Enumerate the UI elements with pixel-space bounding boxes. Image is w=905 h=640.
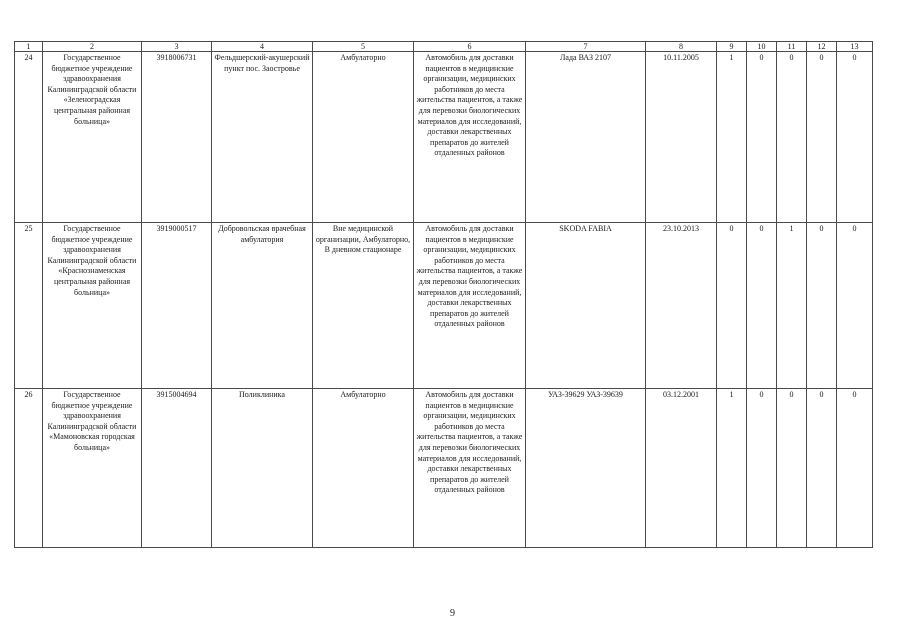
purpose-cell: Автомобиль для доставки пациентов в медицинские организации, медицинских работников до места жительства пациентов, а также для перевозки биологических материалов для исследований, доставки лекарственных препаратов до жителей отдаленных районов: [414, 52, 526, 223]
count-cell: 0: [717, 223, 747, 389]
unit-cell: Поликлиника: [212, 389, 313, 548]
table-row: [15, 52, 873, 223]
column-number: 3: [142, 42, 212, 52]
row-number-cell: 25: [15, 223, 43, 389]
row-number-cell: 26: [15, 389, 43, 548]
vehicle-cell: Лада ВАЗ 2107: [526, 52, 646, 223]
column-number: 5: [313, 42, 414, 52]
column-number: 12: [807, 42, 837, 52]
count-cell: 0: [807, 223, 837, 389]
table-row: [15, 223, 873, 389]
count-cell: 0: [777, 52, 807, 223]
column-number: 10: [747, 42, 777, 52]
count-cell: 0: [807, 389, 837, 548]
count-cell: 1: [717, 52, 747, 223]
column-number: 2: [43, 42, 142, 52]
vehicle-register-table: [14, 41, 873, 548]
inn-cell: 3918006731: [142, 52, 212, 223]
organization-cell: Государственное бюджетное учреждение здравоохранения Калининградской области «Зеленоградская центральная районная больница»: [43, 52, 142, 223]
column-number: 6: [414, 42, 526, 52]
unit-cell: Добровольская врачебная амбулатория: [212, 223, 313, 389]
count-cell: 0: [837, 389, 873, 548]
column-number: 11: [777, 42, 807, 52]
column-number: 1: [15, 42, 43, 52]
count-cell: 0: [837, 52, 873, 223]
count-cell: 0: [837, 223, 873, 389]
count-cell: 0: [747, 389, 777, 548]
column-number: 13: [837, 42, 873, 52]
inn-cell: 3915004694: [142, 389, 212, 548]
care-conditions-cell: Амбулаторно: [313, 52, 414, 223]
page-number: 9: [450, 608, 455, 619]
purpose-cell: Автомобиль для доставки пациентов в медицинские организации, медицинских работников до места жительства пациентов, а также для перевозки биологических материалов для исследований, доставки лекарственных препаратов до жителей отдаленных районов: [414, 223, 526, 389]
table-row: [15, 389, 873, 548]
unit-cell: Фельдшерский-акушерский пункт пос. Заостровье: [212, 52, 313, 223]
inn-cell: 3919000517: [142, 223, 212, 389]
vehicle-cell: УАЗ-39629 УАЗ-39639: [526, 389, 646, 548]
date-cell: 03.12.2001: [646, 389, 717, 548]
column-number: 9: [717, 42, 747, 52]
column-number-row: [15, 42, 873, 52]
count-cell: 0: [747, 223, 777, 389]
purpose-cell: Автомобиль для доставки пациентов в медицинские организации, медицинских работников до места жительства пациентов, а также для перевозки биологических материалов для исследований, доставки лекарственных препаратов до жителей отдаленных районов: [414, 389, 526, 548]
column-number: 7: [526, 42, 646, 52]
organization-cell: Государственное бюджетное учреждение здравоохранения Калининградской области «Мамоновская городская больница»: [43, 389, 142, 548]
care-conditions-cell: Амбулаторно: [313, 389, 414, 548]
count-cell: 0: [777, 389, 807, 548]
column-number: 4: [212, 42, 313, 52]
count-cell: 1: [777, 223, 807, 389]
date-cell: 23.10.2013: [646, 223, 717, 389]
count-cell: 0: [807, 52, 837, 223]
organization-cell: Государственное бюджетное учреждение здравоохранения Калининградской области «Краснознаменская центральная районная больница»: [43, 223, 142, 389]
column-number: 8: [646, 42, 717, 52]
care-conditions-cell: Вне медицинской организации, Амбулаторно, В дневном стационаре: [313, 223, 414, 389]
row-number-cell: 24: [15, 52, 43, 223]
count-cell: 0: [747, 52, 777, 223]
date-cell: 10.11.2005: [646, 52, 717, 223]
vehicle-cell: SKODA FABIA: [526, 223, 646, 389]
count-cell: 1: [717, 389, 747, 548]
